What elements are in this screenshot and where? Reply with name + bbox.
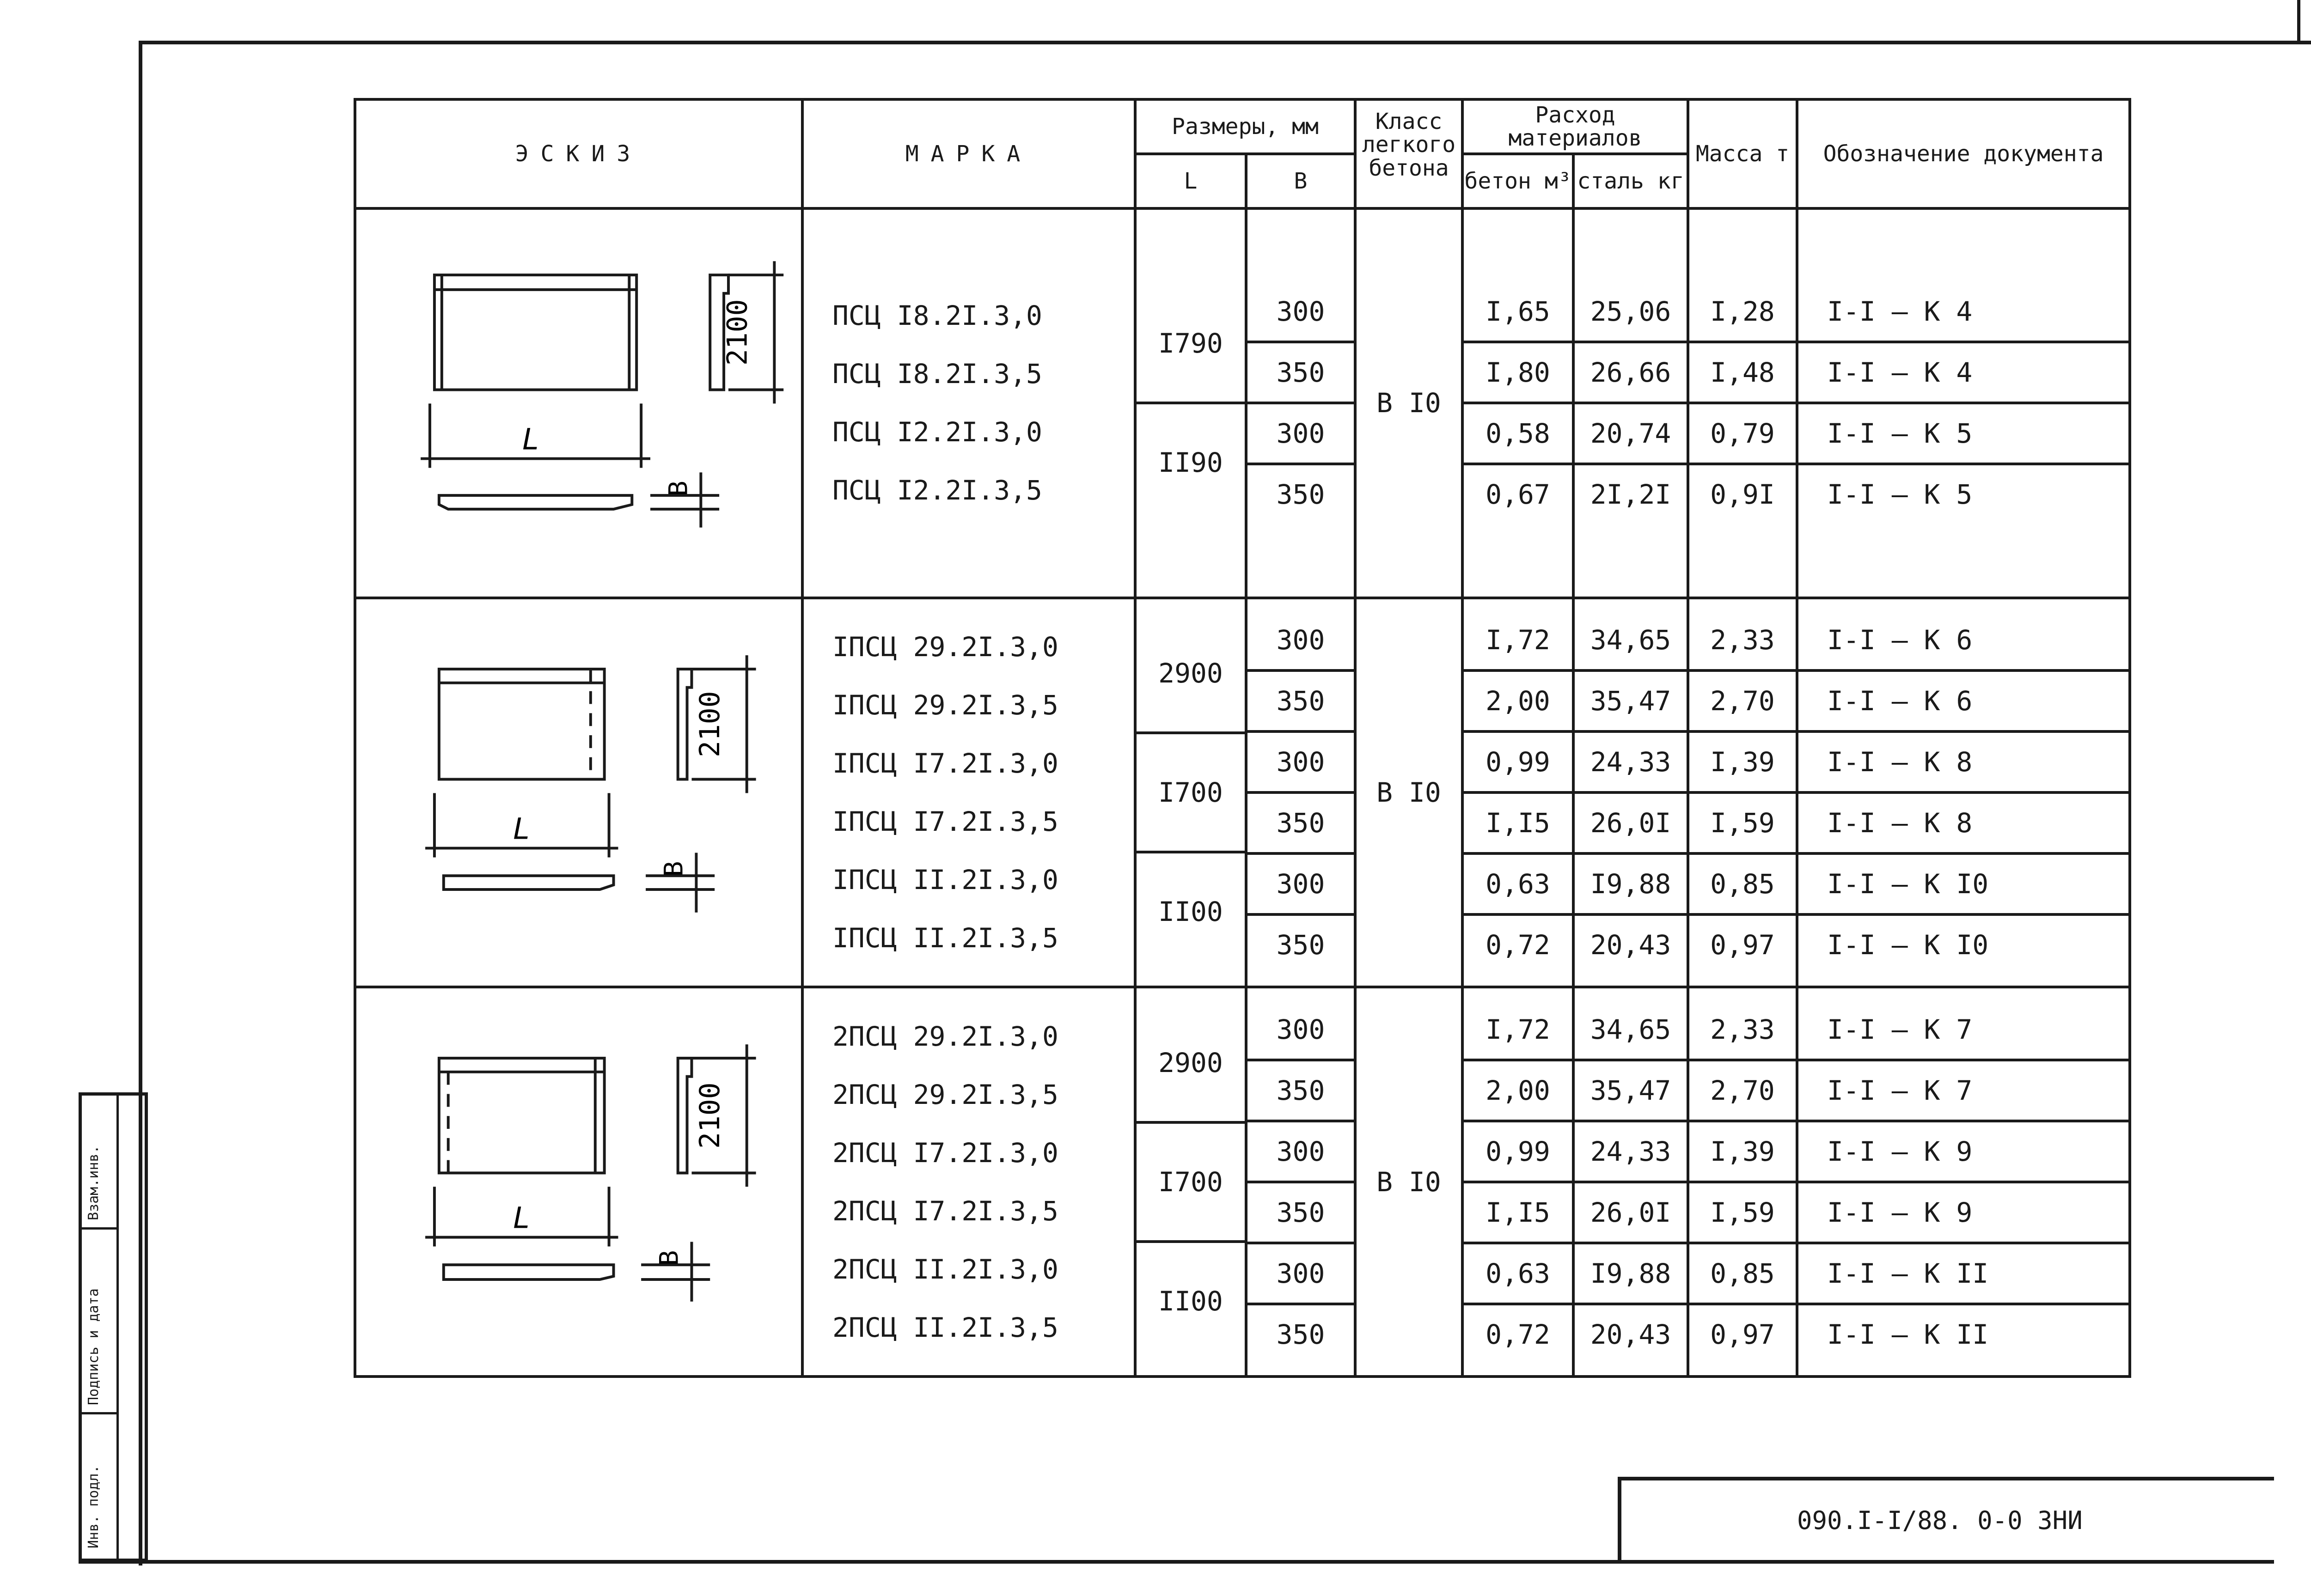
document-value: I-I – К 8 [1798,733,2128,794]
mass-cell-3 [1688,987,1797,1377]
steel-value: 35,47 [1575,1061,1687,1122]
class-cell-1 [1355,208,1462,598]
mass-value: 0,79 [1689,404,1796,465]
header-concrete: бетон м³ [1462,154,1573,208]
panel-sketch-drawing [356,210,801,597]
mark-value: 2ПСЦ II.2I.3,5 [832,1311,1058,1343]
page-number-divider [2297,0,2300,42]
side-cell-replacement [82,1096,116,1230]
concrete-value: I,65 [1464,282,1572,343]
width-value: 350 [1247,794,1354,855]
document-value: I-I – К I0 [1798,855,2128,916]
header-dim-b: B [1246,154,1355,208]
sketch-length-label: L [522,422,540,457]
mark-value: ПСЦ I2.2I.3,5 [832,475,1042,506]
steel-value: 20,74 [1575,404,1687,465]
width-value: 350 [1247,672,1354,733]
steel-value: 34,65 [1575,611,1687,672]
concrete-value: 0,58 [1464,404,1572,465]
document-code: 090.I-I/88. 0-0 3НИ [1797,1505,2083,1535]
header-steel: сталь кг [1573,154,1688,208]
mark-value: ПСЦ I8.2I.3,0 [832,300,1042,332]
length-cell-2 [1135,598,1246,987]
mark-value: ПСЦ I8.2I.3,5 [832,358,1042,390]
sketch-panel-3 [355,987,802,1377]
steel-cell-2 [1573,598,1688,987]
length-value: I700 [1137,1124,1245,1243]
mark-value: ПСЦ I2.2I.3,0 [832,416,1042,448]
document-value: I-I – К 6 [1798,672,2128,733]
mark-value: IПСЦ 29.2I.3,0 [832,631,1058,663]
width-value: 300 [1247,733,1354,794]
mass-value: I,28 [1689,282,1796,343]
length-value: I790 [1137,285,1245,404]
document-value: I-I – К 7 [1798,1061,2128,1122]
mass-value: I,39 [1689,1122,1796,1183]
mass-value: 2,33 [1689,1000,1796,1061]
length-value: 2900 [1137,1005,1245,1124]
frame-bottom-border [79,1560,2274,1564]
concrete-value: 0,67 [1486,479,1550,511]
class-value: В I0 [1376,1166,1441,1198]
side-label-original: Инв. подл. [86,1465,102,1548]
mark-value: 2ПСЦ 29.2I.3,0 [832,1020,1058,1052]
mass-value: 0,85 [1689,855,1796,916]
width-cell-1 [1246,208,1355,598]
class-cell-2 [1355,598,1462,987]
sketch-height-label: 2100 [694,1082,727,1149]
mass-value: I,48 [1689,343,1796,404]
concrete-value: 0,99 [1464,733,1572,794]
concrete-value: I,I5 [1464,1183,1572,1244]
group-row-1 [355,208,2130,598]
mark-value: IПСЦ 29.2I.3,5 [832,689,1058,721]
mark-value: IПСЦ I7.2I.3,5 [832,805,1058,837]
header-dim-l: L [1135,154,1246,208]
side-label-signature: Подпись и дата [86,1288,102,1405]
mass-value: 2,70 [1689,672,1796,733]
length-value: 2900 [1137,615,1245,734]
width-cell-3 [1246,987,1355,1377]
concrete-cell-2 [1462,598,1573,987]
document-value: I-I – К 9 [1798,1183,2128,1244]
steel-value: 20,43 [1590,929,1671,961]
mass-value: 0,85 [1689,1244,1796,1305]
width-cell-2 [1246,598,1355,987]
concrete-value: I,I5 [1464,794,1572,855]
mark-value: 2ПСЦ 29.2I.3,5 [832,1078,1058,1110]
header-mass: Масса т [1688,99,1797,208]
concrete-value: 2,00 [1464,1061,1572,1122]
header-materials: Расход материалов [1462,99,1688,154]
steel-value: I9,88 [1575,1244,1687,1305]
mark-value: 2ПСЦ I7.2I.3,5 [832,1195,1058,1227]
header-sketch: ЭСКИЗ [355,99,802,208]
side-stamp-divider [116,1096,119,1559]
document-value: I-I – К 8 [1798,794,2128,855]
sketch-panel-2 [355,598,802,987]
steel-cell-1 [1573,208,1688,598]
mass-value: 0,9I [1710,479,1775,511]
document-value: I-I – К 5 [1798,404,2128,465]
group-row-3 [355,987,2130,1377]
length-value: II90 [1158,447,1223,479]
concrete-value: I,80 [1464,343,1572,404]
sketch-length-label: L [513,811,531,846]
document-cell-1 [1797,208,2130,598]
mass-cell-2 [1688,598,1797,987]
concrete-value: 0,63 [1464,855,1572,916]
length-cell-3 [1135,987,1246,1377]
mass-value: I,59 [1689,1183,1796,1244]
steel-value: 24,33 [1575,1122,1687,1183]
width-value: 300 [1247,611,1354,672]
mark-value: IПСЦ II.2I.3,5 [832,922,1058,954]
side-cell-original [82,1414,116,1559]
mark-cell-3 [802,987,1135,1377]
concrete-cell-1 [1462,208,1573,598]
steel-value: 34,65 [1575,1000,1687,1061]
document-value: I-I – К 5 [1827,479,1973,511]
steel-cell-3 [1573,987,1688,1377]
width-value: 300 [1247,282,1354,343]
sketch-width-label: B [654,1250,685,1266]
title-block-stamp [1618,1477,2274,1560]
mark-value: IПСЦ II.2I.3,0 [832,864,1058,895]
class-value: В I0 [1376,387,1441,419]
document-cell-3 [1797,987,2130,1377]
class-value: В I0 [1376,776,1441,808]
steel-value: 26,0I [1575,794,1687,855]
mark-cell-2 [802,598,1135,987]
document-value: I-I – К 7 [1798,1000,2128,1061]
concrete-value: 0,63 [1464,1244,1572,1305]
width-value: 350 [1247,1183,1354,1244]
mass-value: 0,97 [1710,929,1775,961]
concrete-value: 2,00 [1464,672,1572,733]
document-cell-2 [1797,598,2130,987]
specification-table [354,98,2131,1378]
sketch-height-label: 2100 [694,691,727,757]
document-value: I-I – К I0 [1827,929,1989,961]
steel-value: 2I,2I [1590,479,1671,511]
width-value: 350 [1276,1318,1325,1350]
mass-value: 2,33 [1689,611,1796,672]
sketch-width-label: B [659,861,689,877]
mass-value: I,59 [1689,794,1796,855]
length-cell-1 [1135,208,1246,598]
panel-sketch-drawing [356,988,801,1375]
concrete-value: 0,72 [1486,1318,1550,1350]
side-stamp [79,1092,148,1562]
document-value: I-I – К 4 [1798,343,2128,404]
group-row-2 [355,598,2130,987]
header-document: Обозначение документа [1797,99,2130,208]
side-cell-signature [82,1230,116,1414]
document-value: I-I – К II [1798,1244,2128,1305]
steel-value: 26,66 [1575,343,1687,404]
document-value: I-I – К 6 [1798,611,2128,672]
panel-sketch-drawing [356,599,801,986]
document-value: I-I – К II [1827,1318,1989,1350]
header-dimensions: Размеры, мм [1135,99,1355,154]
width-value: 300 [1247,1244,1354,1305]
class-cell-3 [1355,987,1462,1377]
header-mark: МАРКА [802,99,1135,208]
length-value: II00 [1158,895,1223,927]
length-value: I700 [1137,734,1245,853]
width-value: 350 [1247,1061,1354,1122]
frame-top-border [139,41,2311,44]
concrete-cell-3 [1462,987,1573,1377]
steel-value: 26,0I [1575,1183,1687,1244]
sketch-length-label: L [513,1201,531,1236]
width-value: 350 [1247,343,1354,404]
sketch-panel-1 [355,208,802,598]
length-value: II00 [1158,1285,1223,1317]
concrete-value: 0,99 [1464,1122,1572,1183]
mark-value: 2ПСЦ II.2I.3,0 [832,1253,1058,1285]
mark-value: 2ПСЦ I7.2I.3,0 [832,1137,1058,1169]
mark-cell-1 [802,208,1135,598]
header-concrete-class: Класс легкого бетона [1355,99,1462,208]
mass-value: 0,97 [1710,1318,1775,1350]
mark-value: IПСЦ I7.2I.3,0 [832,747,1058,779]
width-value: 350 [1276,929,1325,961]
steel-value: 35,47 [1575,672,1687,733]
sketch-width-label: B [663,481,694,496]
concrete-value: I,72 [1464,611,1572,672]
width-value: 300 [1247,1122,1354,1183]
mass-cell-1 [1688,208,1797,598]
concrete-value: 0,72 [1486,929,1550,961]
mass-value: 2,70 [1689,1061,1796,1122]
steel-value: 20,43 [1590,1318,1671,1350]
width-value: 350 [1276,479,1325,511]
document-value: I-I – К 9 [1798,1122,2128,1183]
side-label-replacement: Взам.инв. [86,1145,102,1220]
steel-value: 24,33 [1575,733,1687,794]
mass-value: I,39 [1689,733,1796,794]
width-value: 300 [1247,855,1354,916]
document-value: I-I – К 4 [1798,282,2128,343]
steel-value: I9,88 [1575,855,1687,916]
sketch-height-label: 2100 [721,299,754,366]
width-value: 300 [1247,404,1354,465]
concrete-value: I,72 [1464,1000,1572,1061]
width-value: 300 [1247,1000,1354,1061]
steel-value: 25,06 [1575,282,1687,343]
